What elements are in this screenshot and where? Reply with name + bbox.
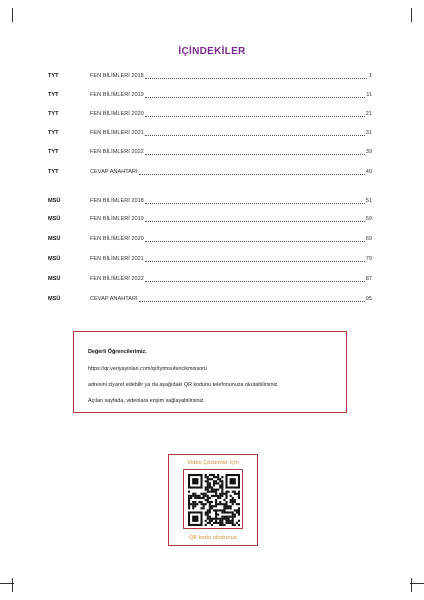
toc-category: TYT [48,149,59,155]
qr-frame[interactable] [183,469,243,529]
toc-row[interactable] [48,273,372,283]
toc-category: TYT [48,73,59,79]
toc-page-number: 39 [365,149,372,155]
toc-page-number: 21 [365,111,372,117]
toc-dot-leader [145,97,365,98]
crop-mark-bottom-right [411,578,412,592]
toc-dot-leader [145,78,367,79]
crop-mark-top-left [12,8,13,22]
toc-row[interactable] [48,166,372,176]
toc-entry-name: FEN BİLİMLERİ 2018 [90,73,144,79]
toc-entry-name: FEN BİLİMLERİ 2018 [90,198,144,204]
qr-code-icon[interactable] [188,474,240,526]
toc-dot-leader [145,154,365,155]
toc-category: MSÜ [48,236,61,242]
toc-page-number: 69 [365,236,372,242]
notice-box [73,331,347,413]
toc-category: MSÜ [48,256,61,262]
toc-entry-name: CEVAP ANAHTARI [90,296,138,302]
toc-page-number: 95 [365,296,372,302]
toc-dot-leader [145,261,365,262]
toc-entry-name: FEN BİLİMLERİ 2019 [90,216,144,222]
toc-category: TYT [48,92,59,98]
toc-dot-leader [145,116,365,117]
toc-dot-leader [139,174,365,175]
toc-row[interactable] [48,70,372,80]
toc-row[interactable] [48,213,372,223]
crop-mark-left-mid-bottom [0,583,14,584]
toc-page-number: 11 [366,92,372,98]
toc-entry-name: FEN BİLİMLERİ 2022 [90,276,144,282]
qr-box [168,454,258,546]
toc-category: MSÜ [48,198,61,204]
qr-top-label: Video Çözümler için [187,460,239,466]
toc-dot-leader [145,221,365,222]
toc-category: TYT [48,169,59,175]
crop-mark-top-right [411,8,412,22]
toc-category: MSÜ [48,276,61,282]
toc-entry-name: FEN BİLİMLERİ 2021 [90,256,144,262]
toc-page-number: 1 [368,73,372,79]
toc-page-number: 79 [365,256,372,262]
crop-mark-right-mid-bottom [410,583,424,584]
toc-page-number: 51 [365,198,372,204]
toc-category: MSÜ [48,296,61,302]
toc-row[interactable] [48,233,372,243]
notice-url[interactable]: https://qr.veriyayinlari.com/qr/tytmsufencikmissoru [88,366,207,372]
notice-line-1: adresini ziyaret edebilir ya da aşağıdaki QR kodunu telefonunuza okutabilirsiniz. [88,382,279,388]
toc-row[interactable] [48,293,372,303]
toc-category: TYT [48,130,59,136]
toc-entry-name: FEN BİLİMLERİ 2019 [90,92,144,98]
toc-category: MSÜ [48,216,61,222]
toc-page-number: 31 [365,130,372,136]
toc-entry-name: FEN BİLİMLERİ 2021 [90,130,144,136]
toc-page-number: 59 [365,216,372,222]
toc-dot-leader [145,241,365,242]
qr-bottom-label: QR kodu okutunuz [189,535,237,541]
notice-heading: Değerli Öğrencilerimiz, [88,349,147,355]
crop-mark-bottom-left [12,578,13,592]
toc-entry-name: FEN BİLİMLERİ 2020 [90,111,144,117]
toc-row[interactable] [48,127,372,137]
toc-entry-name: FEN BİLİMLERİ 2022 [90,149,144,155]
toc-dot-leader [139,301,365,302]
toc-dot-leader [145,203,365,204]
toc-category: TYT [48,111,59,117]
toc-row[interactable] [48,146,372,156]
page-title: İÇİNDEKİLER [178,46,246,57]
toc-row[interactable] [48,195,372,205]
toc-entry-name: CEVAP ANAHTARI [90,169,138,175]
toc-dot-leader [145,281,365,282]
toc-row[interactable] [48,89,372,99]
toc-dot-leader [145,135,365,136]
toc-entry-name: FEN BİLİMLERİ 2020 [90,236,144,242]
toc-page-number: 87 [365,276,372,282]
toc-page-number: 49 [365,169,372,175]
toc-row[interactable] [48,253,372,263]
notice-line-2: Açılan sayfada, videolara erişim sağlayabilirsiniz. [88,398,205,404]
toc-row[interactable] [48,108,372,118]
